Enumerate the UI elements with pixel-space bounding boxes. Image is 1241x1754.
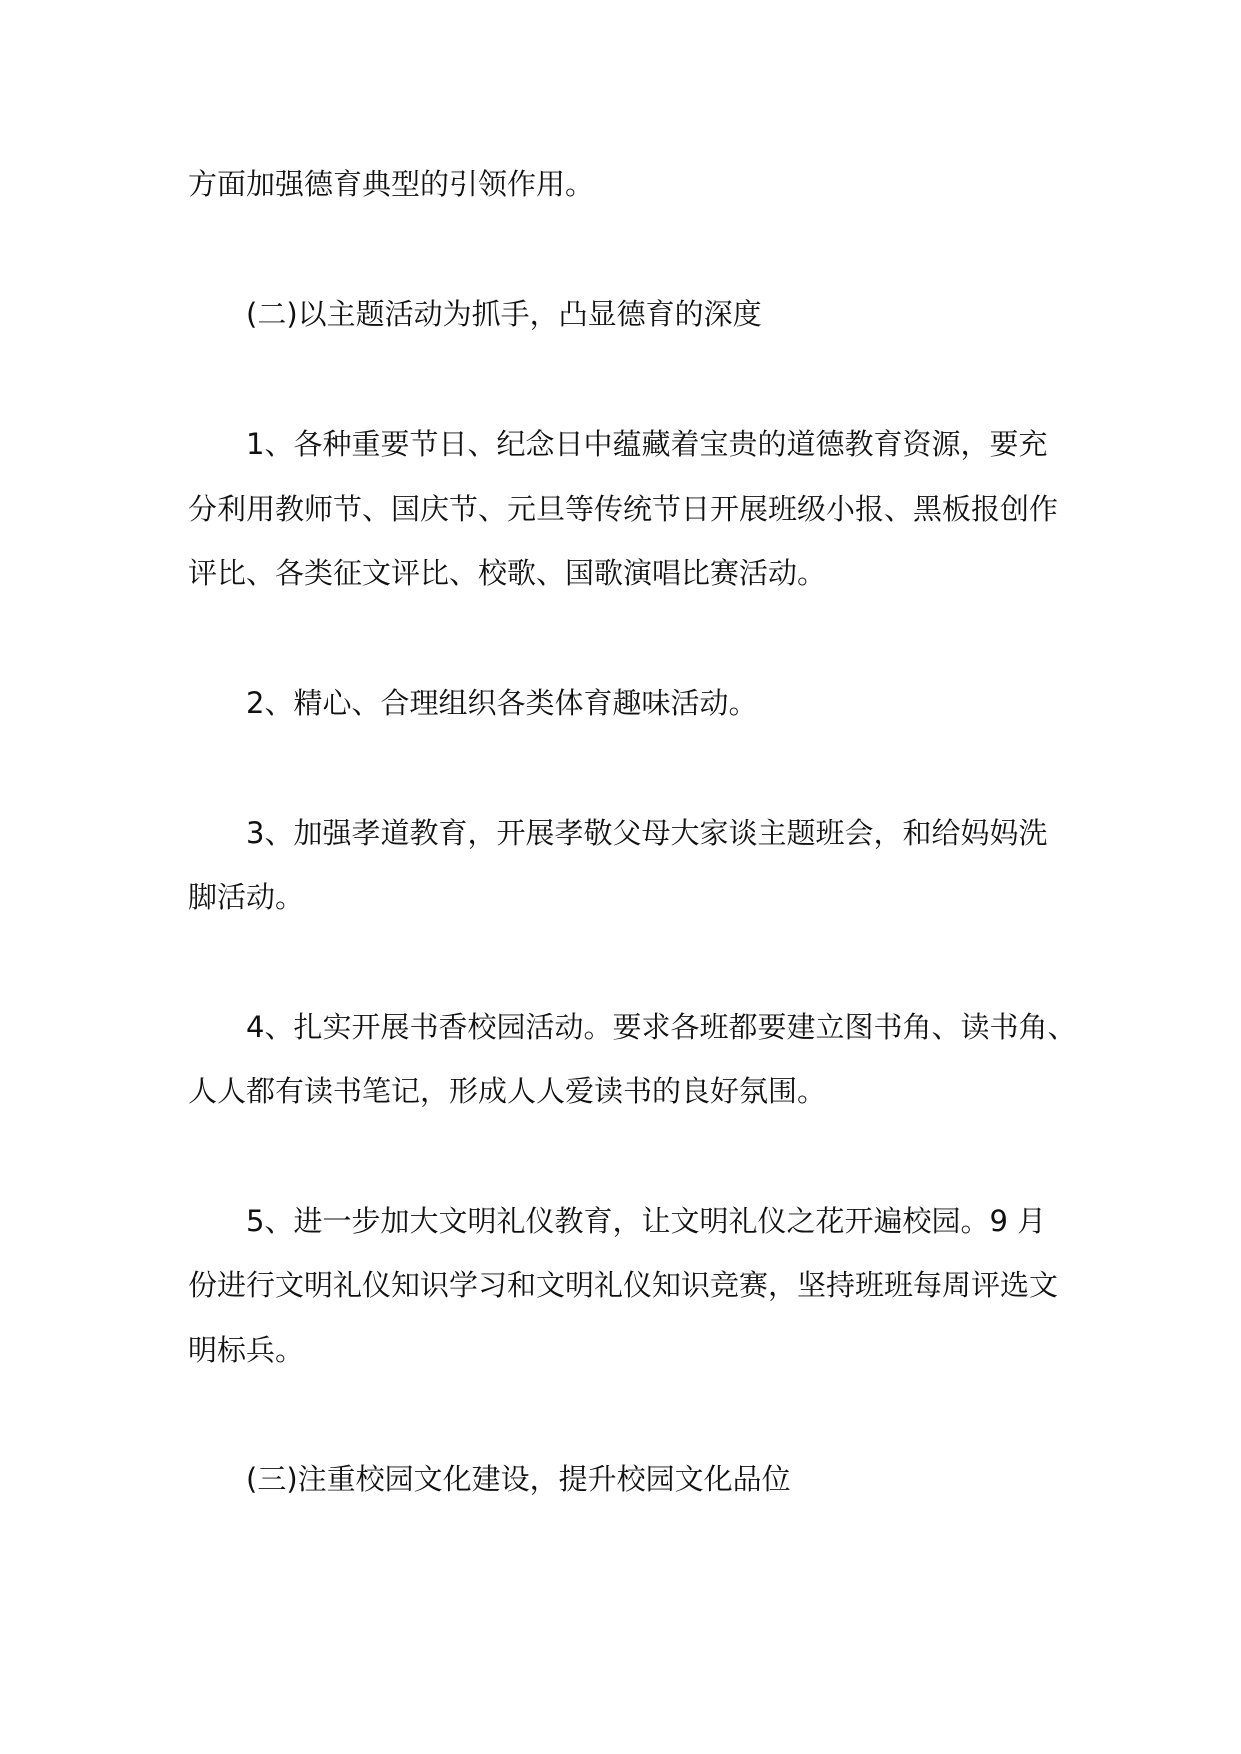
paragraph-line: 份进行文明礼仪知识学习和文明礼仪知识竞赛，坚持班班每周评选文 [188,1268,1059,1302]
paragraph-line: 评比、各类征文评比、校歌、国歌演唱比赛活动。 [188,556,827,590]
section-heading: (二)以主题活动为抓手，凸显德育的深度 [246,297,762,331]
list-item-line: 2、精心、合理组织各类体育趣味活动。 [246,686,758,720]
paragraph-line: 人人都有读书笔记，形成人人爱读书的良好氛围。 [188,1074,827,1108]
section-heading: (三)注重校园文化建设，提升校园文化品位 [246,1462,791,1496]
paragraph-line: 脚活动。 [188,880,305,914]
list-item-line: 1、各种重要节日、纪念日中蕴藏着宝贵的道德教育资源，要充 [246,427,1048,461]
list-item-line: 4、扎实开展书香校园活动。要求各班都要建立图书角、读书角、 [246,1010,1077,1044]
paragraph-line: 明标兵。 [188,1333,305,1367]
list-item-line: 5、进一步加大文明礼仪教育，让文明礼仪之花开遍校园。9 月 [246,1204,1047,1238]
paragraph-line: 方面加强德育典型的引领作用。 [188,167,595,201]
paragraph-line: 分利用教师节、国庆节、元旦等传统节日开展班级小报、黑板报创作 [188,492,1059,526]
list-item-line: 3、加强孝道教育，开展孝敬父母大家谈主题班会，和给妈妈洗 [246,816,1048,850]
